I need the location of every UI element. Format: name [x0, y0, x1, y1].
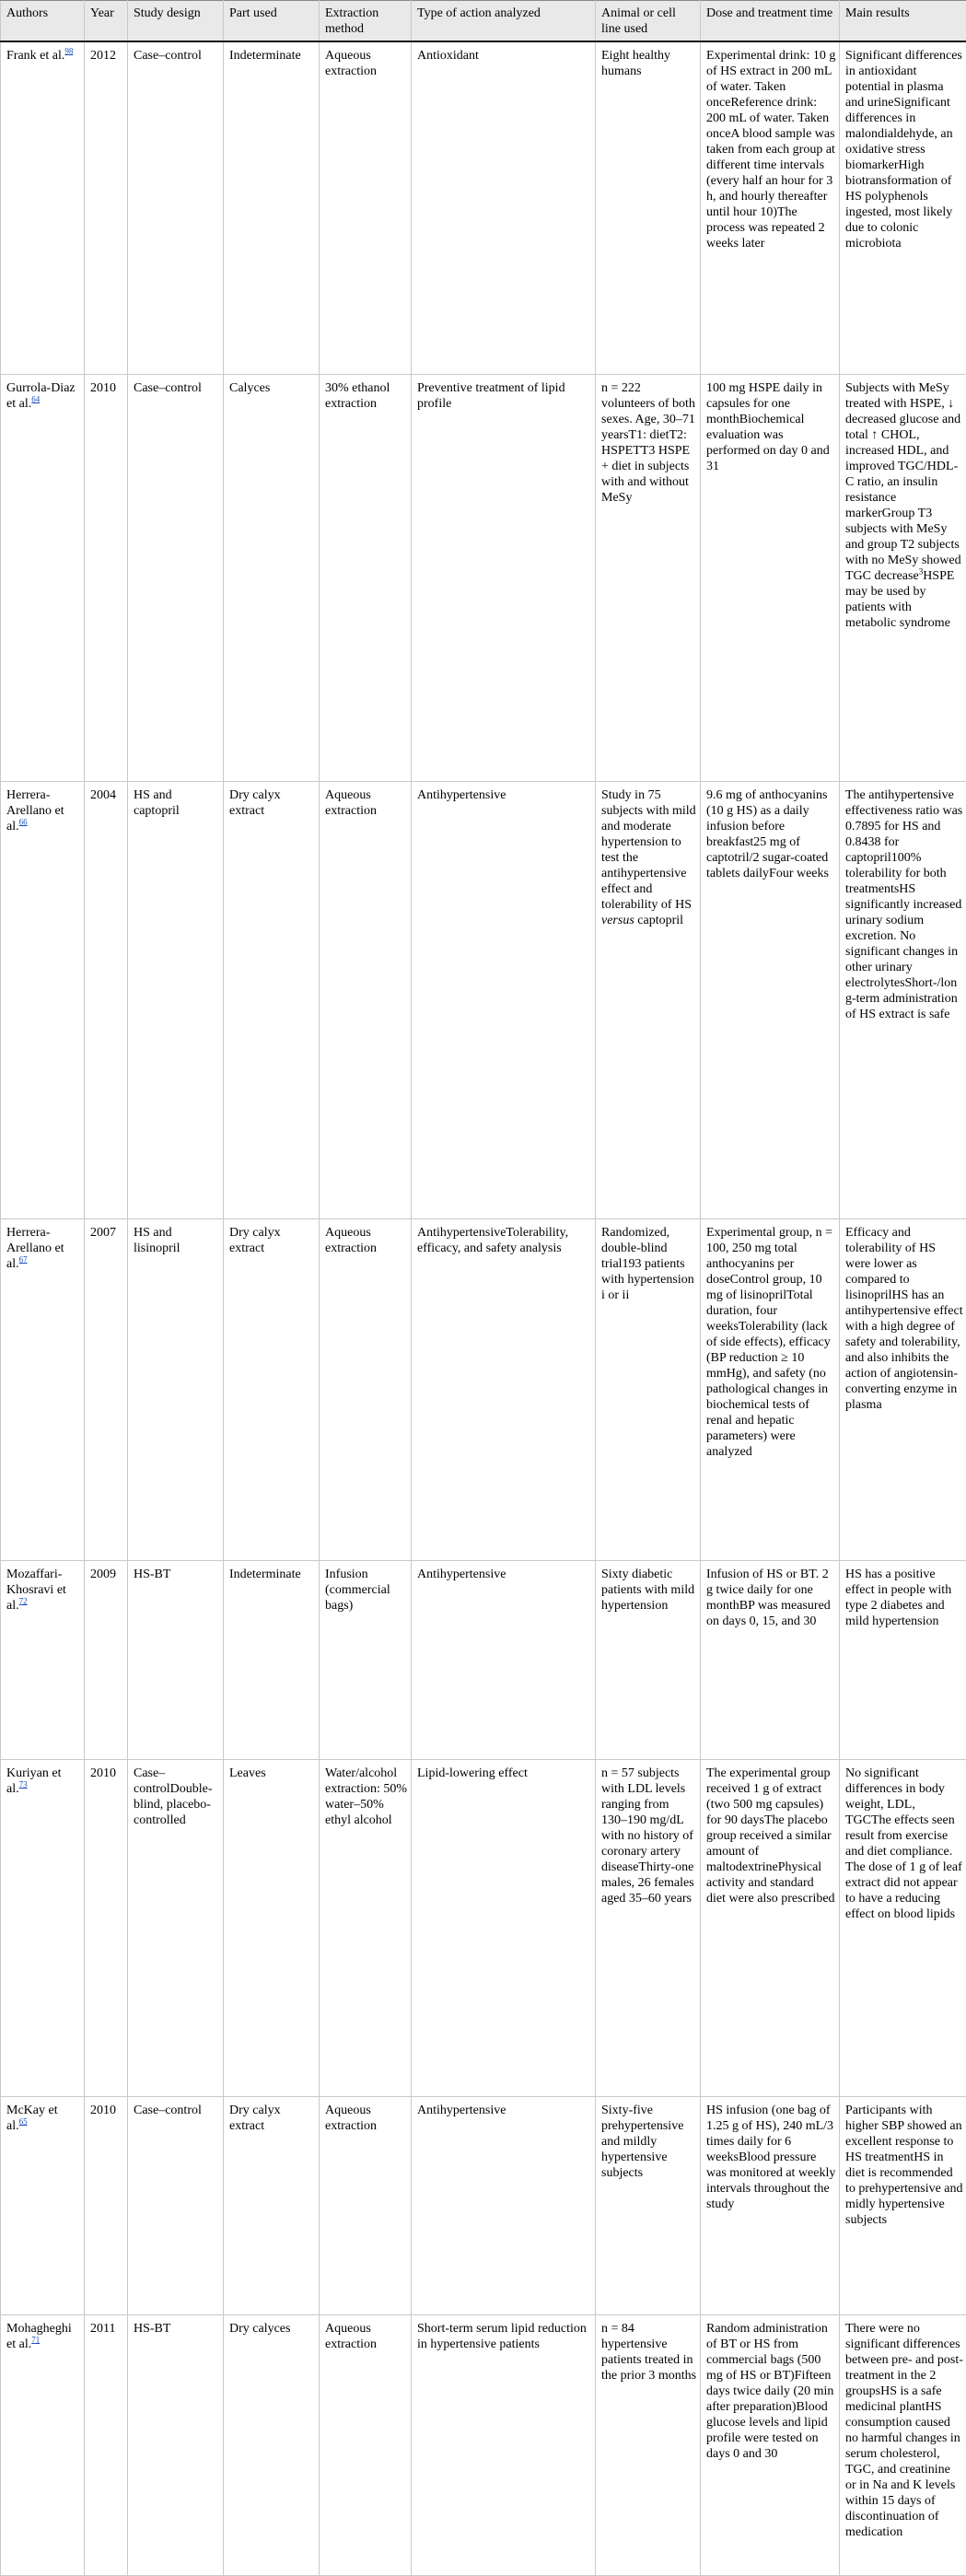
cell-design: Case–control	[128, 375, 224, 782]
cell-part: Calyces	[224, 375, 320, 782]
cell-dose: 9.6 mg of anthocyanins (10 g HS) as a daily infusion before breakfast25 mg of captotril/2 sugar-coated tablets dailyFour weeks	[701, 782, 840, 1219]
reference-link[interactable]: 64	[31, 394, 40, 403]
cell-results: HS has a positive effect in people with type 2 diabetes and mild hypertension	[840, 1561, 966, 1760]
cell-design: Case–control	[128, 2097, 224, 2315]
cell-dose: HS infusion (one bag of 1.25 g of HS), 240 mL/3 times daily for 6 weeksBlood pressure was monitored at weekly intervals throughout the study	[701, 2097, 840, 2315]
header-main-results: Main results	[840, 1, 966, 42]
author-name: Frank et al.	[6, 49, 64, 63]
cell-subjects: n = 84 hypertensive patients treated in the prior 3 months	[596, 2315, 701, 2576]
cell-author	[1, 2097, 85, 2315]
cell-extraction: Aqueous extraction	[320, 2315, 412, 2576]
cell-dose: Experimental group, n = 100, 250 mg total anthocyanins per doseControl group, 10 mg of lisinoprilTotal duration, four weeksTolerability (lack of side effects), efficacy (BP reduction ≥ 10 mmHg), and safety (no pathological changes in biochemical tests of renal and hepatic parameters) were analyzed	[701, 1219, 840, 1561]
author-name: Kuriyan et al.	[6, 1766, 61, 1796]
table-row	[1, 1760, 966, 2097]
cell-year: 2010	[85, 375, 128, 782]
author-name: Herrera-Arellano et al.	[6, 788, 64, 833]
cell-action: Preventive treatment of lipid profile	[412, 375, 596, 782]
cell-subjects: n = 222 volunteers of both sexes. Age, 30–71 yearsT1: dietT2: HSPETT3 HSPE + diet in subjects with and without MeSy	[596, 375, 701, 782]
cell-year: 2004	[85, 782, 128, 1219]
reference-link[interactable]: 73	[19, 1779, 28, 1789]
cell-action: AntihypertensiveTolerability, efficacy, and safety analysis	[412, 1219, 596, 1561]
cell-subjects: Randomized, double-blind trial193 patients with hypertension i or ii	[596, 1219, 701, 1561]
cell-year: 2009	[85, 1561, 128, 1760]
results-text-continued: HSPE may be used by patients with metabolic syndrome	[845, 569, 954, 630]
header-study-design: Study design	[128, 1, 224, 42]
header-part-used: Part used	[224, 1, 320, 42]
cell-part: Dry calyx extract	[224, 782, 320, 1219]
cell-subjects	[596, 782, 701, 1219]
cell-part: Dry calyx extract	[224, 2097, 320, 2315]
cell-author	[1, 2315, 85, 2576]
header-authors: Authors	[1, 1, 85, 42]
header-extraction-method: Extraction method	[320, 1, 412, 42]
cell-part: Dry calyces	[224, 2315, 320, 2576]
cell-design: Case–controlDouble-blind, placebo-controlled	[128, 1760, 224, 2097]
reference-link[interactable]: 72	[19, 1596, 28, 1605]
header-action-type: Type of action analyzed	[412, 1, 596, 42]
cell-author	[1, 375, 85, 782]
cell-dose: Random administration of BT or HS from commercial bags (500 mg of HS or BT)Fifteen days twice daily (20 min after preparation)Blood glucose levels and lipid profile were tested on days 0 and 30	[701, 2315, 840, 2576]
cell-results	[840, 375, 966, 782]
cell-author	[1, 1219, 85, 1561]
reference-link[interactable]: 65	[19, 2116, 28, 2126]
author-name: McKay et al.	[6, 2104, 58, 2133]
cell-year: 2010	[85, 2097, 128, 2315]
cell-dose: The experimental group received 1 g of extract (two 500 mg capsules) for 90 daysThe placebo group received a similar amount of maltodextrinePhysical activity and standard diet were also prescribed	[701, 1760, 840, 2097]
author-name: Mozaffari-Khosravi et al.	[6, 1568, 66, 1613]
cell-dose: Experimental drink: 10 g of HS extract in 200 mL of water. Taken onceReference drink: 200 mL of water. Taken onceA blood sample was taken from each group at different time intervals (every half an hour for 3 h, and hourly thereafter until hour 10)The process was repeated 2 weeks later	[701, 41, 840, 375]
cell-results: There were no significant differences between pre- and post-treatment in the 2 groupsHS is a safe medicinal plantHS consumption caused no harmful changes in serum cholesterol, TGC, and creatinine or in Na and K levels within 15 days of discontinuation of medication	[840, 2315, 966, 2576]
cell-dose: 100 mg HSPE daily in capsules for one monthBiochemical evaluation was performed on day 0 and 31	[701, 375, 840, 782]
table-row	[1, 1219, 966, 1561]
cell-subjects: Sixty-five prehypertensive and mildly hypertensive subjects	[596, 2097, 701, 2315]
cell-extraction: Aqueous extraction	[320, 2097, 412, 2315]
results-superscript: 3	[919, 566, 924, 576]
cell-author	[1, 782, 85, 1219]
cell-results: Participants with higher SBP showed an excellent response to HS treatmentHS in diet is recommended to prehypertensive and midly hypertensive subjects	[840, 2097, 966, 2315]
cell-subjects: Eight healthy humans	[596, 41, 701, 375]
header-year: Year	[85, 1, 128, 42]
cell-results: Efficacy and tolerability of HS were lower as compared to lisinoprilHS has an antihypertensive effect with a high degree of safety and tolerability, and also inhibits the action of angiotensin-converting enzyme in plasma	[840, 1219, 966, 1561]
cell-extraction: Water/alcohol extraction: 50% water–50% ethyl alcohol	[320, 1760, 412, 2097]
cell-author	[1, 1561, 85, 1760]
cell-design: Case–control	[128, 41, 224, 375]
cell-dose: Infusion of HS or BT. 2 g twice daily for one monthBP was measured on days 0, 15, and 30	[701, 1561, 840, 1760]
cell-year: 2011	[85, 2315, 128, 2576]
cell-part: Leaves	[224, 1760, 320, 2097]
table-row	[1, 375, 966, 782]
reference-link[interactable]: 71	[31, 2335, 40, 2344]
cell-extraction: Aqueous extraction	[320, 782, 412, 1219]
cell-action: Antihypertensive	[412, 2097, 596, 2315]
cell-design: HS and captopril	[128, 782, 224, 1219]
cell-part: Dry calyx extract	[224, 1219, 320, 1561]
cell-design: HS-BT	[128, 2315, 224, 2576]
reference-link[interactable]: 66	[19, 817, 28, 826]
cell-author	[1, 1760, 85, 2097]
author-name: Mohagheghi et al.	[6, 2322, 72, 2351]
table-row	[1, 41, 966, 375]
cell-results: Significant differences in antioxidant potential in plasma and urineSignificant differences in malondialdehyde, an oxidative stress biomarkerHigh biotransformation of HS polyphenols ingested, most likely due to colonic microbiota	[840, 41, 966, 375]
table-row	[1, 1561, 966, 1760]
cell-design: HS-BT	[128, 1561, 224, 1760]
cell-action: Short-term serum lipid reduction in hypertensive patients	[412, 2315, 596, 2576]
reference-link[interactable]: 98	[64, 46, 73, 55]
cell-action: Antioxidant	[412, 41, 596, 375]
reference-link[interactable]: 67	[19, 1254, 28, 1264]
cell-extraction: 30% ethanol extraction	[320, 375, 412, 782]
cell-part: Indeterminate	[224, 1561, 320, 1760]
header-dose: Dose and treatment time	[701, 1, 840, 42]
cell-action: Lipid-lowering effect	[412, 1760, 596, 2097]
cell-extraction: Aqueous extraction	[320, 41, 412, 375]
cell-year: 2012	[85, 41, 128, 375]
header-subjects: Animal or cell line used	[596, 1, 701, 42]
header-row	[1, 1, 966, 42]
subjects-text: Study in 75 subjects with mild and moderate hypertension to test the antihypertensive effect and tolerability of HS	[601, 788, 696, 912]
subjects-text-continued: captopril	[637, 914, 683, 927]
cell-subjects: n = 57 subjects with LDL levels ranging from 130–190 mg/dL with no history of coronary artery diseaseThirty-one males, 26 females aged 35–60 years	[596, 1760, 701, 2097]
cell-action: Antihypertensive	[412, 1561, 596, 1760]
subjects-italic: versus	[601, 914, 634, 927]
cell-extraction: Infusion (commercial bags)	[320, 1561, 412, 1760]
cell-part: Indeterminate	[224, 41, 320, 375]
cell-design: HS and lisinopril	[128, 1219, 224, 1561]
table-row	[1, 782, 966, 1219]
cell-results: The antihypertensive effectiveness ratio was 0.7895 for HS and 0.8438 for captopril100% tolerability for both treatmentsHS significantly increased urinary sodium excretion. No significant changes in other urinary electrolytesShort-/long-term administration of HS extract is safe	[840, 782, 966, 1219]
results-text: Subjects with MeSy treated with HSPE, ↓ decreased glucose and total ↑ CHOL, increased HDL, and improved TGC/HDL-C ratio, an insulin resistance markerGroup T3 subjects with MeSy and group T2 subjects with no MeSy showed TGC decrease	[845, 381, 961, 583]
cell-action: Antihypertensive	[412, 782, 596, 1219]
cell-results: No significant differences in body weight, LDL, TGCThe effects seen result from exercise and diet compliance. The dose of 1 g of leaf extract did not appear to have a reducing effect on blood lipids	[840, 1760, 966, 2097]
cell-extraction: Aqueous extraction	[320, 1219, 412, 1561]
table-row	[1, 2097, 966, 2315]
author-name: Herrera-Arellano et al.	[6, 1226, 64, 1271]
cell-author	[1, 41, 85, 375]
cell-year: 2010	[85, 1760, 128, 2097]
author-name: Gurrola-Diaz et al.	[6, 381, 76, 411]
cell-year: 2007	[85, 1219, 128, 1561]
table-row	[1, 2315, 966, 2576]
cell-subjects: Sixty diabetic patients with mild hypertension	[596, 1561, 701, 1760]
